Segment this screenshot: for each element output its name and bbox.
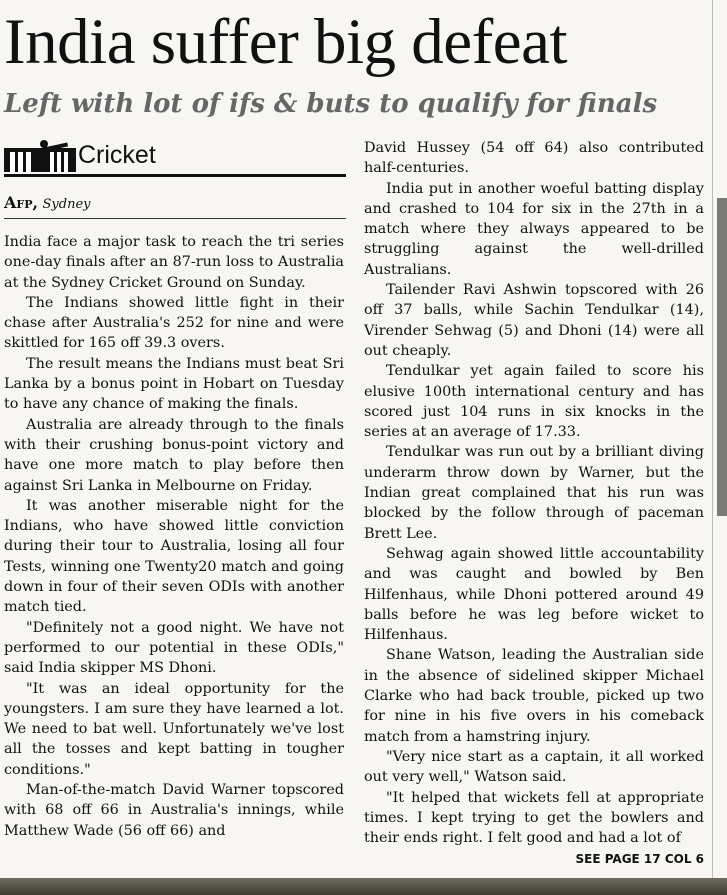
paragraph: "It helped that wickets fell at appropriate times. I kept trying to get the bowlers and their ends right. I felt good and had a lot of [364, 789, 704, 847]
byline-place: Sydney [42, 197, 91, 212]
article-column-1 [4, 232, 344, 841]
paragraph: Sehwag again showed little accountability and was caught and bowled by Ben Hilfenhaus, while Dhoni pottered around 49 balls before he was leg before wicket to Hilfenhaus. [364, 545, 704, 644]
subheadline: Left with lot of ifs & buts to qualify for finals [4, 89, 658, 119]
paragraph: "It was an ideal opportunity for the youngsters. I am sure they have learned a lot. We need to bat well. Unfortunately we've lost all the tosses and kept batting in tougher conditions." [4, 680, 344, 778]
paragraph: "Very nice start as a captain, it all worked out very well," Watson said. [364, 748, 704, 786]
paragraph: Man-of-the-match David Warner topscored with 68 off 66 in Australia's innings, while Matthew Wade (56 off 66) and [4, 782, 344, 839]
paragraph: It was another miserable night for the Indians, who have showed little conviction during their tour to Australia, losing all four Tests, winning one Twenty20 match and going down in four of their seven ODIs with another match tied. [4, 497, 344, 616]
continuation-note: SEE PAGE 17 COL 6 [575, 852, 704, 866]
section-label: Cricket [78, 141, 156, 169]
paragraph: India face a major task to reach the tri series one-day finals after an 87-run loss to Australia at the Sydney Cricket Ground on Sunday. [4, 234, 344, 291]
headline: India suffer big defeat [4, 6, 568, 78]
paragraph: India put in another woeful batting display and crashed to 104 for six in the 27th in a match where they always appeared to be struggling against the well-drilled Australians. [364, 180, 704, 278]
paragraph: The result means the Indians must beat Sri Lanka by a bonus point in Hobart on Tuesday to have any chance of making the finals. [4, 355, 344, 413]
section-tag [4, 134, 346, 177]
paragraph: Tendulkar yet again failed to score his elusive 100th international century and has scored just 104 runs in six knocks in the series at an average of 17.33. [364, 363, 704, 441]
paragraph: The Indians showed little fight in their chase after Australia's 252 for nine and were skittled for 165 off 39.3 overs. [4, 294, 344, 352]
byline-agency: Afp, [4, 193, 39, 212]
adjacent-article-edge [713, 0, 727, 895]
paragraph: Shane Watson, leading the Australian side in the absence of sidelined skipper Michael Clarke who had back trouble, picked up two for nine in his five overs in his comeback match from a hamstring injury. [364, 647, 704, 745]
adjacent-photo-strip [0, 878, 727, 895]
paragraph: Australia are already through to the finals with their crushing bonus-point victory and have one more match to play before then against Sri Lanka in Melbourne on Friday. [4, 416, 344, 494]
byline [4, 192, 346, 219]
paragraph: David Hussey (54 off 64) also contributed half-centuries. [364, 140, 704, 177]
cricket-stumps-icon [4, 136, 76, 172]
adjacent-photo-edge [717, 198, 727, 516]
paragraph: Tendulkar was run out by a brilliant diving underarm throw down by Warner, but the Indian great complained that his run was blocked by the follow through of paceman Brett Lee. [364, 444, 704, 542]
paragraph: "Definitely not a good night. We have not performed to our potential in these ODIs," said India skipper MS Dhoni. [4, 619, 344, 677]
paragraph: Tailender Ravi Ashwin topscored with 26 off 37 balls, while Sachin Tendulkar (14), Virender Sehwag (5) and Dhoni (14) were all out cheaply. [364, 282, 704, 359]
article-column-2 [364, 138, 704, 848]
